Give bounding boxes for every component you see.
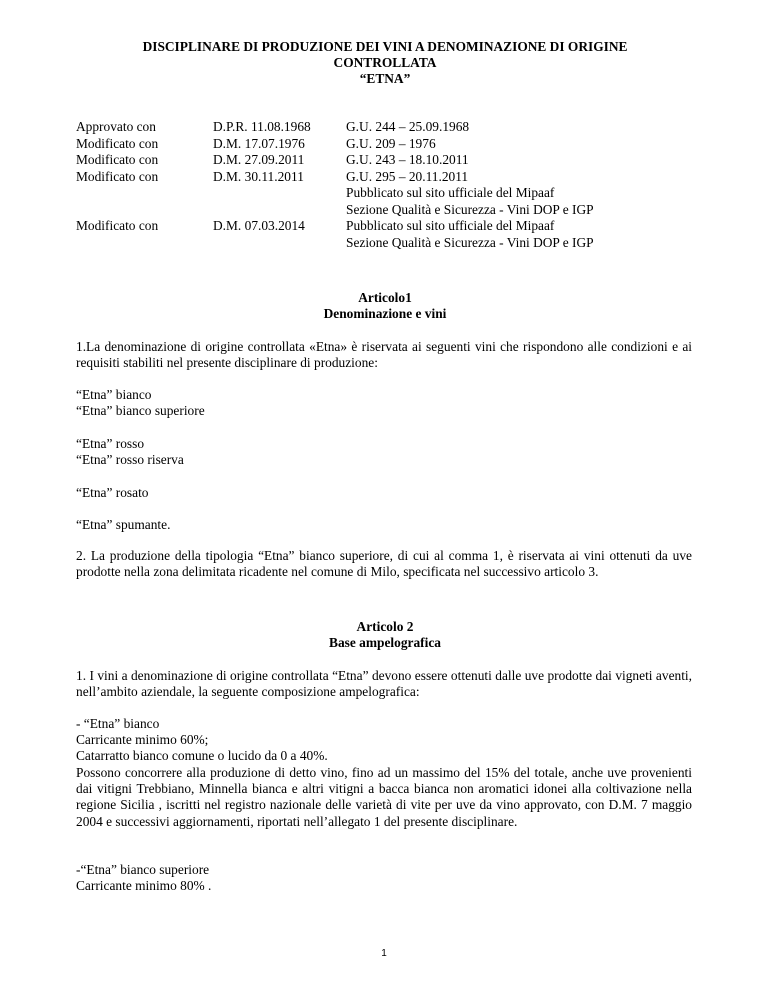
approval-row: [76, 235, 716, 252]
approval-row: [76, 169, 716, 186]
approval-gazette: G.U. 209 – 1976: [346, 135, 436, 151]
title-line-2: CONTROLLATA: [333, 55, 437, 70]
wine-item: “Etna” bianco: [76, 387, 152, 402]
article2-heading: Base ampelografica: [329, 635, 441, 651]
bianco-line: - “Etna” bianco: [76, 716, 160, 731]
bianco-composition: [76, 716, 692, 765]
article1-number: Articolo1: [358, 290, 412, 305]
wine-list-group-3: [76, 485, 692, 501]
title-line-3: “ETNA”: [359, 71, 411, 86]
approval-label: Approvato con: [76, 119, 156, 134]
approval-gazette: G.U. 244 – 25.09.1968: [346, 119, 470, 134]
article1-header: [60, 290, 710, 322]
approval-row: [76, 119, 716, 136]
page-number: 1: [381, 948, 387, 959]
approval-gazette: Pubblicato sul sito ufficiale del Mipaaf: [346, 185, 555, 200]
wine-item: “Etna” rosso: [76, 436, 145, 451]
wine-list-group-1: [76, 387, 692, 419]
approval-gazette: G.U. 295 – 20.11.2011: [346, 168, 469, 184]
approval-decree: D.M. 07.03.2014: [213, 218, 305, 233]
bianco-line: Carricante minimo 60%;: [76, 732, 209, 748]
article1-heading: Denominazione e vini: [323, 306, 447, 322]
approval-gazette: Sezione Qualità e Sicurezza - Vini DOP e IGP: [346, 234, 594, 250]
approval-gazette: Pubblicato sul sito ufficiale del Mipaaf: [346, 218, 555, 233]
approval-decree: D.M. 17.07.1976: [213, 135, 305, 151]
wine-item: “Etna” rosso riserva: [76, 452, 184, 468]
wine-list-group-2: [76, 436, 692, 468]
wine-item: “Etna” bianco superiore: [76, 403, 205, 419]
superiore-line: Carricante minimo 80% .: [76, 878, 212, 894]
approval-label: Modificato con: [76, 168, 159, 184]
approval-row: [76, 152, 716, 169]
superiore-composition: [76, 862, 692, 894]
wine-item: “Etna” rosato: [76, 485, 149, 500]
approval-label: Modificato con: [76, 135, 159, 151]
superiore-line: -“Etna” bianco superiore: [76, 862, 210, 877]
approvals-table: [76, 119, 716, 251]
article2-paragraph-1: 1. I vini a denominazione di origine controllata “Etna” devono essere ottenuti dalle uve prodotte dai vigneti aventi, nell’ambito aziendale, la seguente composizione ampelografica:: [76, 668, 692, 700]
article2-number: Articolo 2: [356, 619, 414, 634]
approval-label: Modificato con: [76, 152, 159, 167]
wine-item: “Etna” spumante.: [76, 517, 171, 532]
bianco-line: Catarratto bianco comune o lucido da 0 a 40%.: [76, 748, 328, 764]
approval-decree: D.P.R. 11.08.1968: [213, 119, 311, 134]
approval-gazette: Sezione Qualità e Sicurezza - Vini DOP e IGP: [346, 201, 594, 217]
article1-paragraph-2: 2. La produzione della tipologia “Etna” bianco superiore, di cui al comma 1, è riservata ai vini ottenuti da uve prodotte nella zona delimitata ricadente nel comune di Milo, specificata nel successivo articolo 3.: [76, 548, 692, 580]
document-title: [60, 39, 710, 87]
approval-gazette: G.U. 243 – 18.10.2011: [346, 152, 469, 167]
article2-header: [60, 619, 710, 651]
wine-list-group-4: [76, 517, 692, 533]
approval-row: [76, 136, 716, 153]
approval-row: [76, 185, 716, 202]
bianco-paragraph: Possono concorrere alla produzione di detto vino, fino ad un massimo del 15% del totale, anche uve provenienti dai vitigni Trebbiano, Minnella bianca e altri vitigni a bacca bianca non aromatici idonei alla coltivazione nella regione Sicilia , iscritti nel registro nazionale delle varietà di vite per uve da vino approvato, con D.M. 7 maggio 2004 e successivi aggiornamenti, riportati nell’allegato 1 del presente disciplinare.: [76, 765, 692, 829]
approval-row: [76, 218, 716, 235]
approval-label: Modificato con: [76, 218, 159, 233]
approval-decree: D.M. 27.09.2011: [213, 152, 305, 167]
title-line-1: DISCIPLINARE DI PRODUZIONE DEI VINI A DENOMINAZIONE DI ORIGINE: [142, 39, 628, 54]
article1-paragraph-1: 1.La denominazione di origine controllata «Etna» è riservata ai seguenti vini che rispondono alle condizioni e ai requisiti stabiliti nel presente disciplinare di produzione:: [76, 339, 692, 371]
approval-row: [76, 202, 716, 219]
approval-decree: D.M. 30.11.2011: [213, 168, 304, 184]
